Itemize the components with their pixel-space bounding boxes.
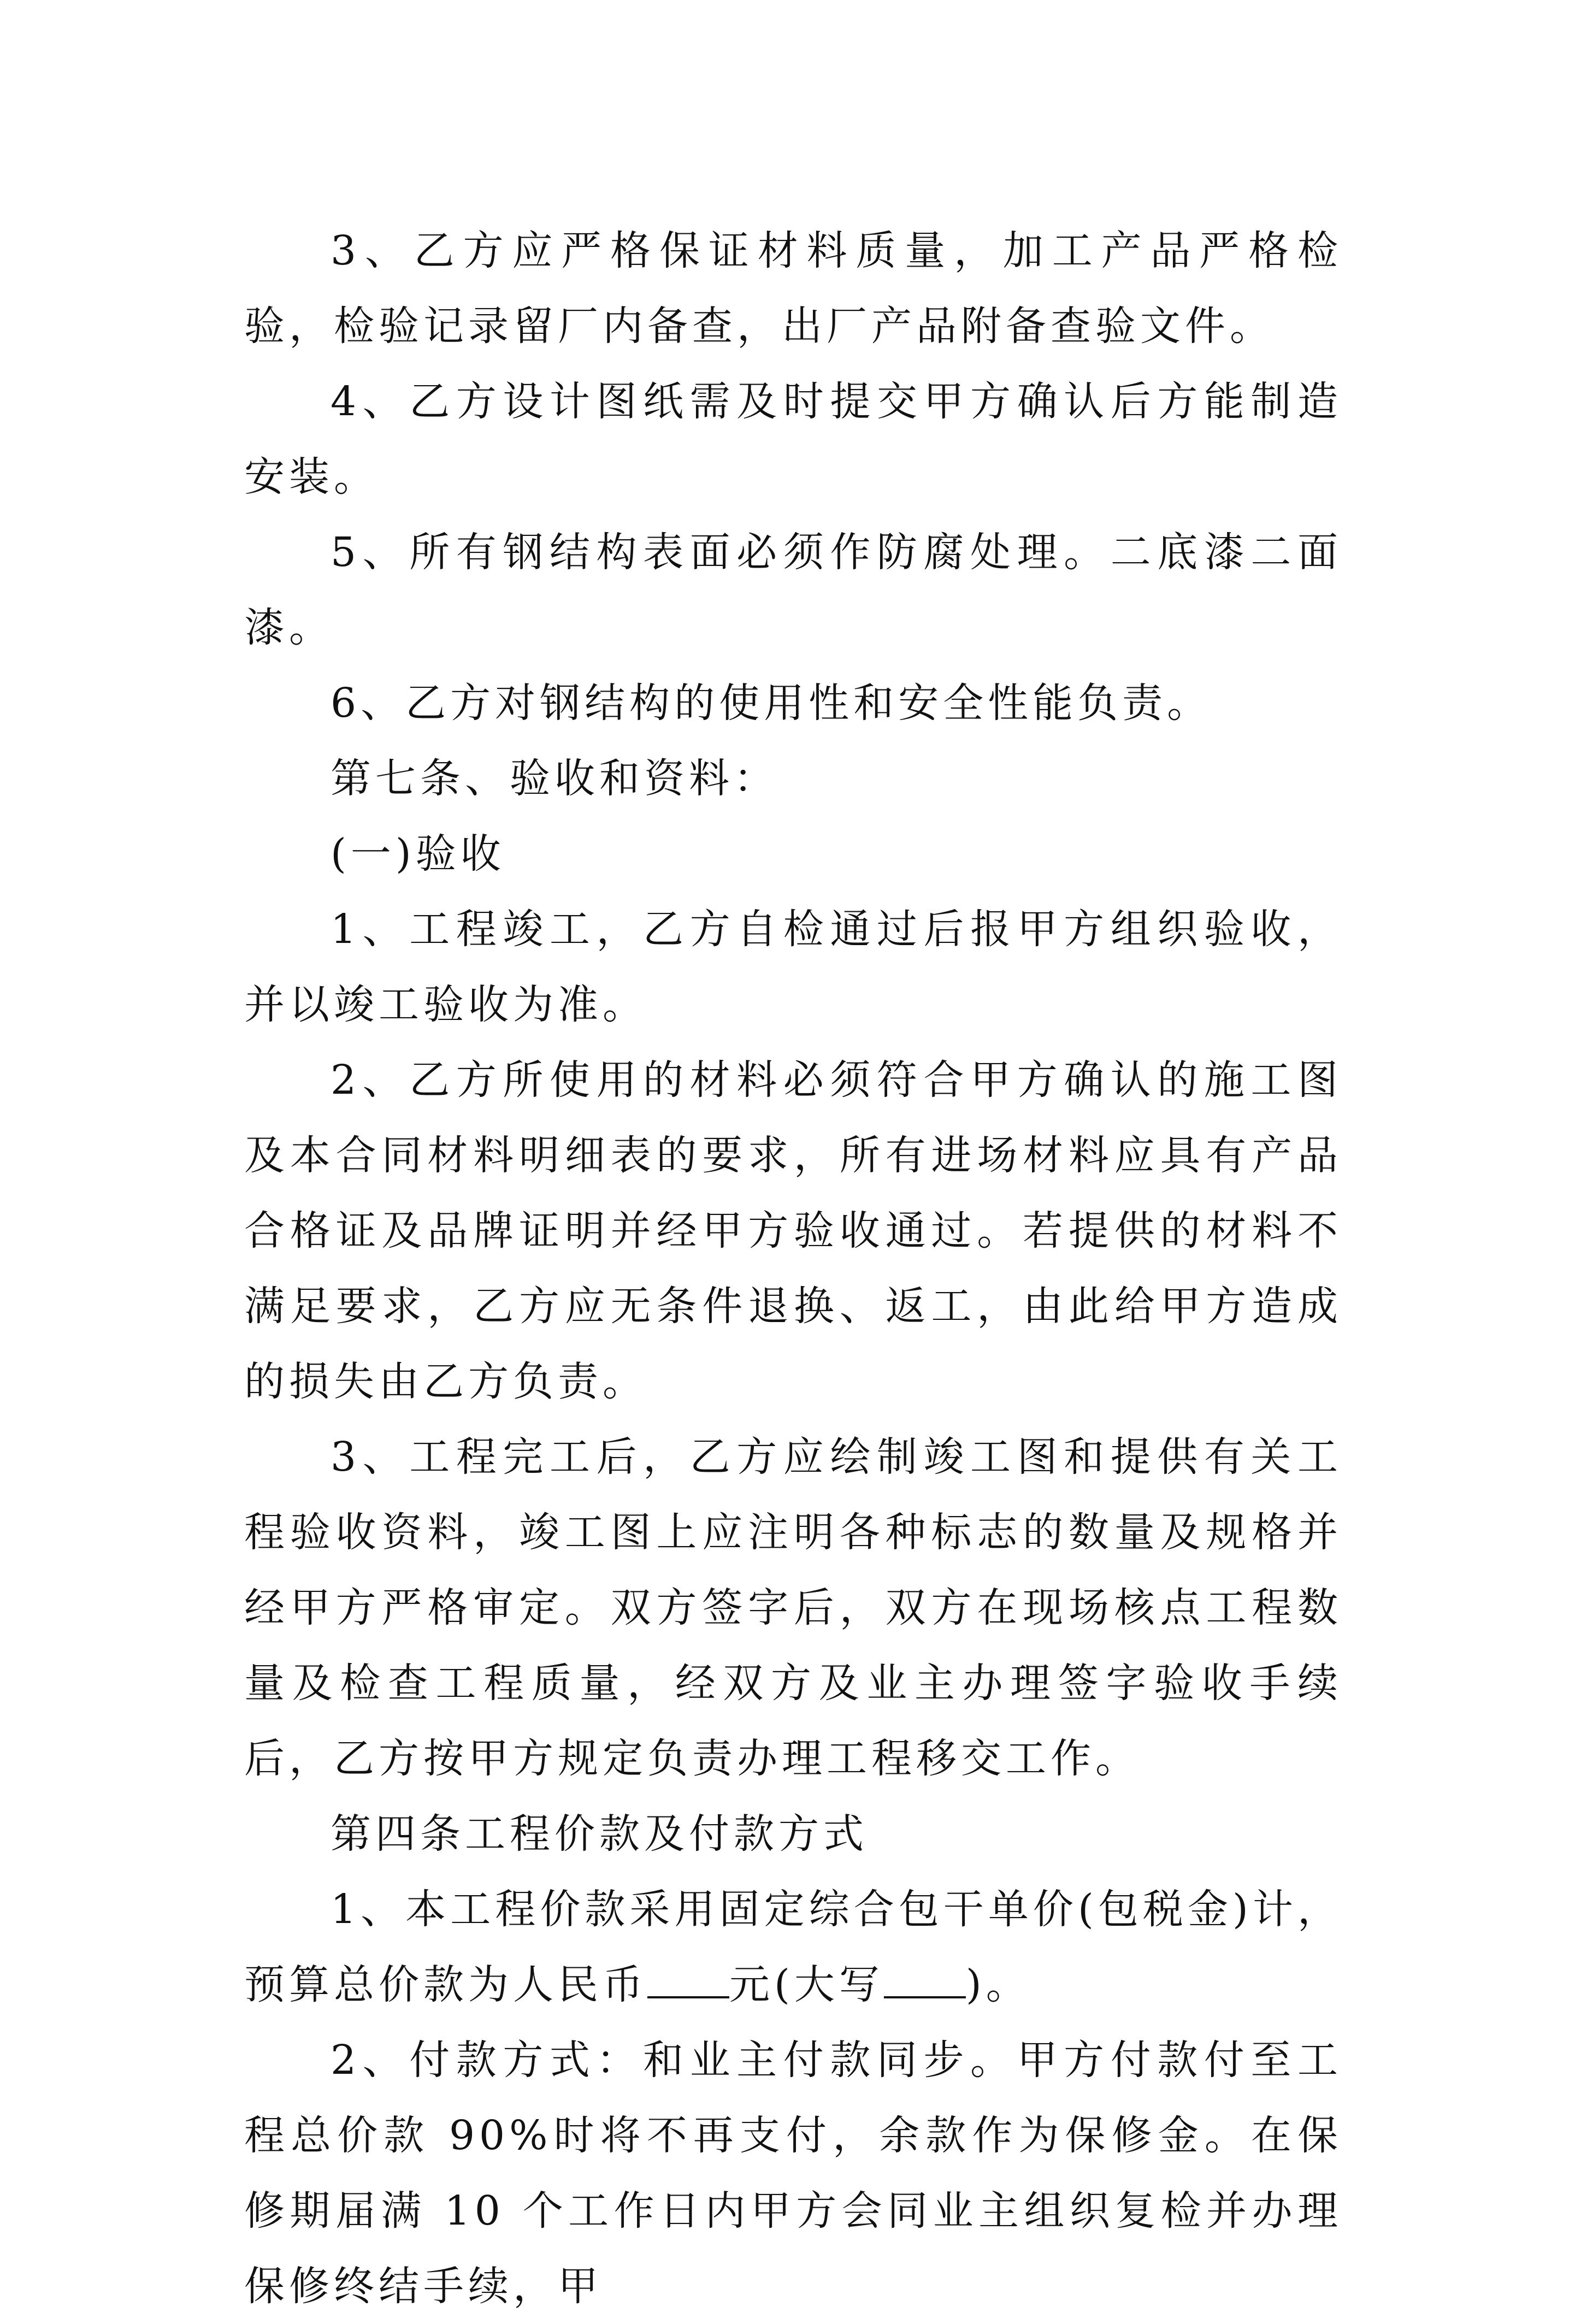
clause-paragraph: 2、付款方式：和业主付款同步。甲方付款付至工程总价款 90%时将不再支付，余款作为保修金。在保修期届满 10 个工作日内甲方会同业主组织复检并办理保修终结手续，甲: [244, 2037, 1342, 2310]
article-heading: 第七条、验收和资料：: [331, 755, 778, 802]
price-clause: [244, 1872, 1342, 2022]
clause-paragraph: 1、工程竣工，乙方自检通过后报甲方组织验收，并以竣工验收为准。: [244, 906, 1342, 1028]
clause-paragraph: 3、工程完工后，乙方应绘制竣工图和提供有关工程验收资料，竣工图上应注明各种标志的数量及规格并经甲方严格审定。双方签字后，双方在现场核点工程数量及检查工程质量，经双方及业主办理签字验收手续后，乙方按甲方规定负责办理工程移交工作。: [244, 1434, 1342, 1782]
price-clause-text: 元(大写: [729, 1961, 884, 2008]
amount-blank: [647, 1958, 729, 1998]
clause-paragraph: 6、乙方对钢结构的使用性和安全性能负责。: [331, 680, 1212, 727]
clause-paragraph: 3、乙方应严格保证材料质量，加工产品严格检验，检验记录留厂内备查，出厂产品附备查验文件。: [244, 227, 1342, 350]
amount-words-blank: [884, 1958, 966, 1998]
article-heading: 第四条工程价款及付款方式: [331, 1810, 868, 1857]
price-clause-text: )。: [965, 1961, 1031, 2008]
section-heading: (一)验收: [331, 830, 505, 877]
contract-body: [244, 213, 1342, 2324]
clause-paragraph: 2、乙方所使用的材料必须符合甲方确认的施工图及本合同材料明细表的要求，所有进场材料应具有产品合格证及品牌证明并经甲方验收通过。若提供的材料不满足要求，乙方应无条件退换、返工，由此给甲方造成的损失由乙方负责。: [244, 1057, 1342, 1405]
clause-paragraph: 5、所有钢结构表面必须作防腐处理。二底漆二面漆。: [244, 529, 1342, 651]
clause-paragraph: 4、乙方设计图纸需及时提交甲方确认后方能制造安装。: [244, 378, 1342, 500]
price-clause-text: 1、本工程价款采用固定综合包干单价(包税金)计，预算总价款为人民币: [244, 1886, 1342, 2008]
